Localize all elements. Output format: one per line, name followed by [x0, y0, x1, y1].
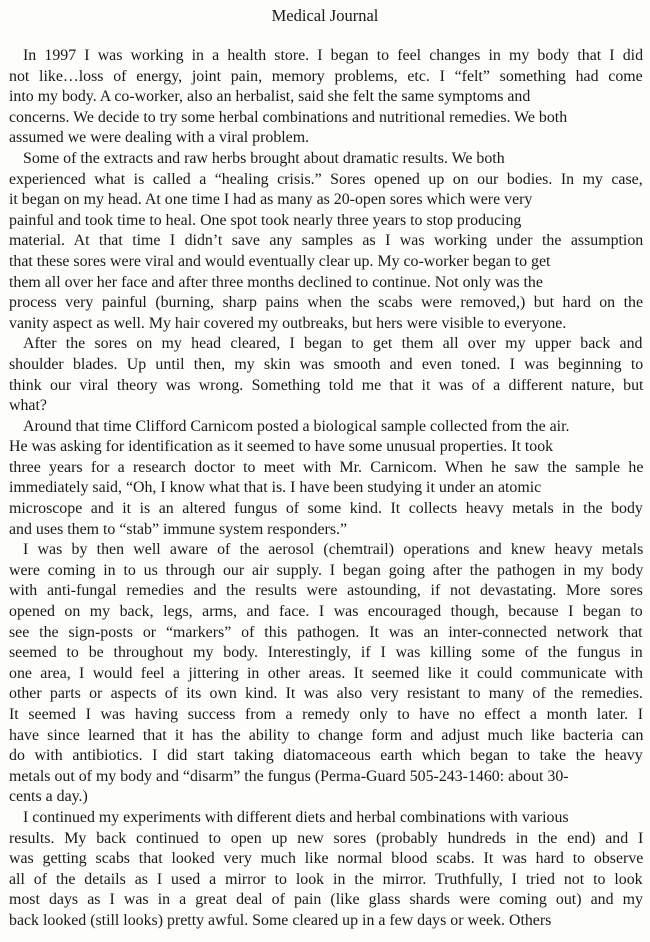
text-line: concerns. We decide to try some herbal combinations and nutritional remedies. We both [9, 108, 568, 126]
text-line: seemed to be throughout my body. Interestingly, if I was killing some of the fungus in [9, 644, 643, 662]
text-line: process very painful (burning, sharp pains when the scabs were removed,) but hard on the [9, 294, 644, 312]
text-line: Around that time Clifford Carnicom posted a biological sample collected from the air. [23, 417, 570, 435]
text-line: was getting scabs that looked very much like normal blood scabs. It was hard to observe [9, 850, 644, 868]
text-line: not like…loss of energy, joint pain, memory problems, etc. I “felt” something had come [9, 67, 643, 85]
text-line: one area, I would feel a jittering in other areas. It seemed like it could communicate with [9, 664, 643, 682]
text-line: into my body. A co-worker, also an herbalist, said she felt the same symptoms and [9, 88, 531, 106]
text-line: immediately said, “Oh, I know what that is. I have been studying it under an atomic [9, 479, 542, 497]
text-line: what? [9, 397, 47, 415]
text-line: It seemed I was having success from a remedy only to have no effect a month later. I [9, 706, 644, 723]
text-line: have since learned that it has the ability to change form and adjust much like bacteria can [9, 726, 644, 744]
text-line: microscope and it is an altered fungus of some kind. It collects heavy metals in the body [9, 500, 643, 518]
text-line: I continued my experiments with different diets and herbal combinations with various [23, 808, 569, 826]
text-line: cents a day.) [9, 788, 88, 806]
text-line: see the sign-posts or “markers” of this pathogen. It was an inter-connected network that [9, 623, 643, 641]
text-line: vanity aspect as well. My hair covered my outbreaks, but hers were visible to everyone. [9, 314, 567, 332]
text-line: assumed we were dealing with a viral problem. [9, 129, 310, 147]
text-line: opened on my back, legs, arms, and face. I was encouraged though, because I began to [9, 603, 643, 621]
text-line: were coming in to us through our air supply. I began going after the pathogen in my body [9, 561, 644, 579]
text-line: After the sores on my head cleared, I began to get them all over my upper back and [23, 335, 643, 353]
text-line: experienced what is called a “healing crisis.” Sores opened up on our bodies. In my case, [9, 170, 643, 188]
text-line: In 1997 I was working in a health store. I began to feel changes in my body that I did [23, 47, 644, 64]
text-line: metals out of my body and “disarm” the fungus (Perma-Guard 505-243-1460: about 30- [9, 767, 569, 785]
text-line: shoulder blades. Up until then, my skin was smooth and even toned. I was beginning to [9, 355, 644, 373]
text-line: them all over her face and after three months declined to continue. Not only was the [9, 273, 543, 291]
text-line: all of the details as I used a mirror to look in the mirror. Truthfully, I tried not to look [9, 870, 643, 888]
text-line: that these sores were viral and would eventually clear up. My co-worker began to get [9, 252, 551, 270]
text-line: results. My back continued to open up new sores (probably hundreds in the end) and I [9, 829, 644, 847]
text-line: He was asking for identification as it seemed to have some unusual properties. It took [9, 438, 554, 456]
text-line: painful and took time to heal. One spot took nearly three years to stop producing [9, 211, 522, 229]
text-line: most days as I was in a great deal of pain (like glass shards were coming out) and my [9, 891, 643, 909]
text-line: I was by then well aware of the aerosol (chemtrail) operations and knew heavy metals [23, 541, 644, 559]
text-line: Some of the extracts and raw herbs brought about dramatic results. We both [23, 149, 505, 167]
text-line: do with antibiotics. I did start taking diatomaceous earth which began to take the heavy [9, 747, 643, 765]
journal-body-text [9, 46, 643, 932]
text-line: think our viral theory was wrong. Something told me that it was of a different nature, but [9, 376, 644, 394]
text-line: it began on my head. At one time I had as many as 20-open sores which were very [9, 191, 533, 209]
text-line: back looked (still looks) pretty awful. Some cleared up in a few days or week. Others [9, 911, 552, 929]
page-title: Medical Journal [271, 6, 379, 25]
text-line: material. At that time I didn’t save any samples as I was working under the assumption [9, 232, 644, 250]
text-line: three years for a research doctor to meet with Mr. Carnicom. When he saw the sample he [9, 458, 644, 476]
text-line: other parts or aspects of its own kind. It was also very resistant to many of the remedies. [9, 685, 643, 703]
text-line: and uses them to “stab” immune system responders.” [9, 520, 348, 538]
text-line: with anti-fungal remedies and the results were astounding, if not devastating. More sores [9, 582, 643, 600]
